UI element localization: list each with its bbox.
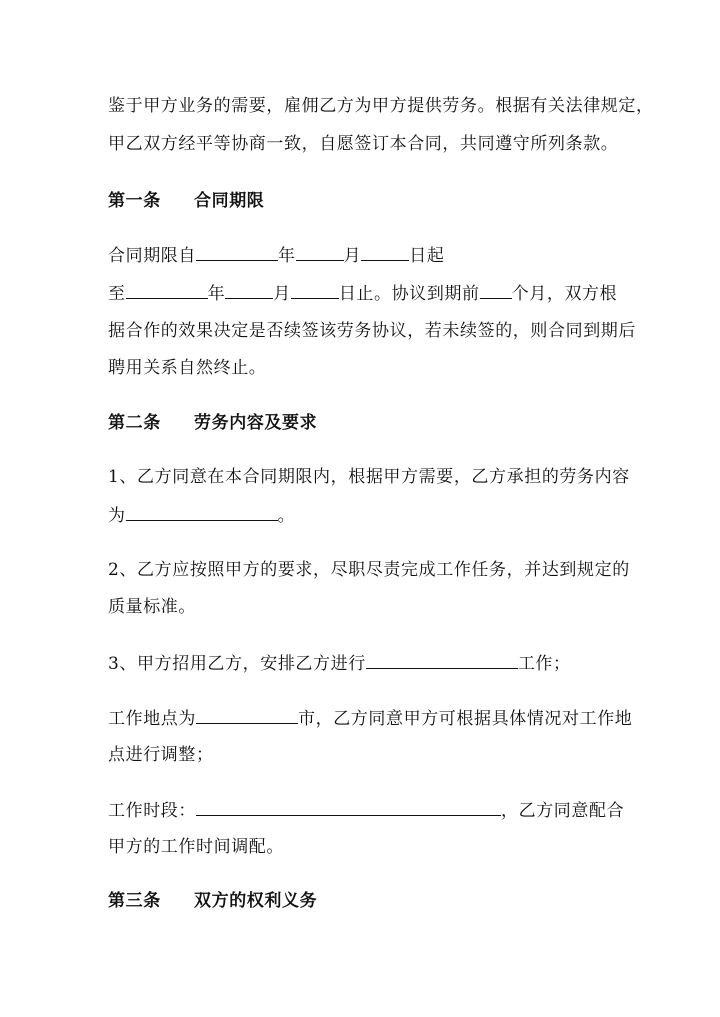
service-content-blank[interactable]	[126, 504, 278, 521]
article-3-heading	[108, 890, 317, 912]
article-title: 劳务内容及要求	[194, 413, 318, 433]
end-day-blank[interactable]	[291, 282, 339, 299]
article-1-heading	[108, 190, 264, 212]
hours-suffix: ，乙方同意配合	[501, 801, 625, 821]
item-2-line-1: 2、乙方应按照甲方的要求，尽职尽责完成工作任务，并达到规定的	[108, 560, 630, 580]
day-start-label: 日起	[409, 246, 445, 266]
item-2-line-2: 质量标准。	[108, 597, 196, 617]
article-number: 第二条	[108, 413, 161, 433]
item-3-suffix: 工作；	[517, 654, 571, 674]
work-hours-line-2: 甲方的工作时间调配。	[108, 837, 284, 857]
contract-term-end-line	[108, 282, 617, 305]
month-label: 月	[273, 284, 291, 304]
term-end-prefix: 至	[108, 284, 126, 304]
item-1-prefix: 为	[108, 506, 126, 526]
start-day-blank[interactable]	[361, 244, 409, 261]
start-year-blank[interactable]	[196, 244, 278, 261]
month-suffix-label: 个月，双方根	[511, 284, 618, 304]
end-month-blank[interactable]	[225, 282, 273, 299]
item-3-prefix: 3、甲方招用乙方，安排乙方进行	[108, 654, 366, 674]
termination-line: 聘用关系自然终止。	[108, 358, 267, 378]
intro-line-1: 鉴于甲方业务的需要，雇佣乙方为甲方提供劳务。根据有关法律规定，	[108, 96, 654, 116]
year-label: 年	[207, 284, 226, 304]
article-title: 双方的权利义务	[194, 891, 318, 911]
start-month-blank[interactable]	[296, 244, 344, 261]
item-3-line	[108, 652, 571, 675]
item-1-line-2	[108, 504, 295, 527]
work-location-line	[108, 707, 632, 730]
item-1-line-1: 1、乙方同意在本合同期限内，根据甲方需要，乙方承担的劳务内容	[108, 467, 630, 487]
work-location-line-2: 点进行调整；	[108, 745, 214, 765]
contract-term-start-line	[108, 244, 444, 267]
work-type-blank[interactable]	[366, 652, 518, 669]
work-hours-blank[interactable]	[196, 799, 501, 816]
article-title: 合同期限	[194, 191, 265, 211]
location-suffix: 市，乙方同意甲方可根据具体情况对工作地	[298, 709, 633, 729]
term-start-prefix: 合同期限自	[108, 246, 196, 266]
article-2-heading	[108, 412, 317, 434]
notice-months-blank[interactable]	[480, 282, 512, 299]
article-number: 第三条	[108, 891, 161, 911]
day-end-label: 日止。协议到期前	[338, 284, 480, 304]
month-label: 月	[343, 246, 362, 266]
location-prefix: 工作地点为	[108, 709, 196, 729]
intro-line-2: 甲乙双方经平等协商一致，自愿签订本合同，共同遵守所列条款。	[108, 134, 619, 154]
end-year-blank[interactable]	[126, 282, 208, 299]
item-1-suffix: 。	[277, 506, 296, 526]
article-number: 第一条	[108, 191, 161, 211]
year-label: 年	[278, 246, 296, 266]
work-hours-line	[108, 799, 624, 822]
work-location-blank[interactable]	[196, 707, 298, 724]
hours-prefix: 工作时段：	[108, 801, 196, 821]
renewal-line: 据合作的效果决定是否续签该劳务协议，若未续签的，则合同到期后	[108, 321, 636, 341]
